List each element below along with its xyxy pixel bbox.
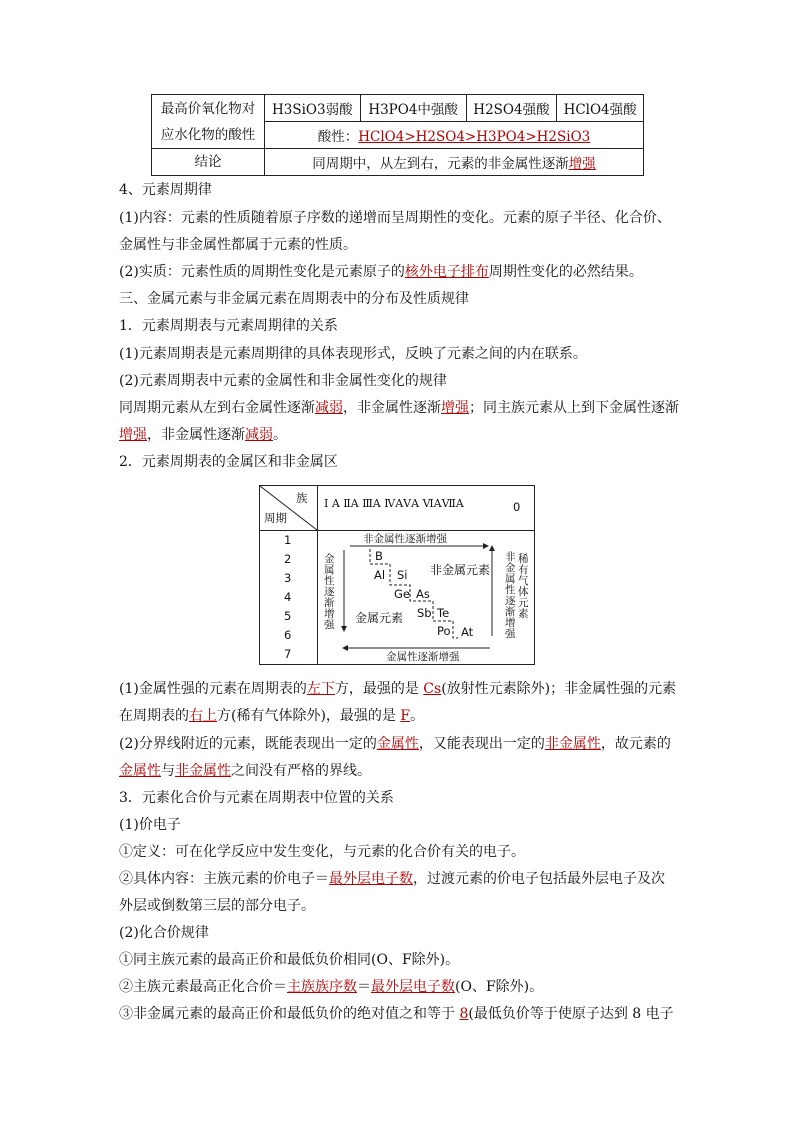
text: (1)金属性强的元素在周期表的 (119, 681, 307, 697)
text: 方(稀有气体除外)，最强的是 (217, 708, 401, 724)
answer: 右上 (189, 708, 217, 724)
noble-gas-label: 稀有气体元素 (518, 553, 529, 620)
period-label: 4 (284, 590, 292, 604)
corner-group-label: 族 (296, 491, 308, 505)
text: ，非金属性逐渐 (343, 400, 441, 416)
text: ②主族元素最高正化合价＝ (119, 979, 287, 995)
answer: 非金属性 (544, 736, 601, 752)
paragraph (119, 869, 665, 889)
text: ＝ (357, 979, 371, 995)
text: (2)分界线附近的元素，既能表现出一定的 (119, 736, 377, 752)
acid-row-label (152, 95, 265, 149)
acid-cell: H2SO4强酸 (466, 95, 557, 122)
subsection-title: 3．元素化合价与元素在周期表中位置的关系 (119, 790, 394, 806)
acid-order-prefix: 酸性： (317, 129, 359, 145)
corner-period-label: 周期 (264, 511, 287, 525)
group-labels: Ⅰ A ⅡA ⅢA ⅣAⅤA ⅥAⅦA (324, 497, 464, 510)
periodic-table-figure (259, 485, 535, 665)
row-label-line1: 最高价氧化物对 (160, 100, 256, 117)
answer: 金属性 (376, 736, 419, 752)
text: 与 (161, 763, 175, 779)
text: (放射性元素除外)；非金属性强的元素 (441, 681, 677, 697)
answer: 最外层电子数 (329, 871, 413, 887)
text: ③非金属元素的最高正价和最低负价的绝对值之和等于 (119, 1006, 460, 1022)
answer: 核外电子排布 (404, 264, 489, 280)
section-title: 4、元素周期律 (119, 182, 212, 198)
period-label: 2 (284, 552, 292, 566)
paragraph: 金属性与非金属性都属于元素的性质。 (119, 237, 357, 253)
paragraph: ①同主族元素的最高正价和最低负价相同(O、F除外)。 (119, 952, 460, 968)
period-label: 1 (284, 533, 292, 547)
text: 周期性变化的必然结果。 (488, 264, 643, 280)
paragraph: (2)元素周期表中元素的金属性和非金属性变化的规律 (119, 373, 447, 389)
paragraph (119, 425, 287, 445)
paragraph: (1)价电子 (119, 817, 181, 833)
acid-order-answer: HClO4>H2SO4>H3PO4>H2SiO3 (358, 129, 591, 145)
answer: 减弱 (245, 427, 273, 443)
answer: 8 (459, 1006, 469, 1022)
acid-cell: H3PO4中强酸 (360, 95, 466, 122)
text: ，又能表现出一定的 (418, 736, 545, 752)
answer: 主族族序数 (287, 979, 357, 995)
text: ②具体内容：主族元素的价电子＝ (119, 871, 329, 887)
element-symbol: Ge (394, 587, 410, 601)
text: (O、F除外)。 (455, 979, 544, 995)
subsection-title: 1．元素周期表与元素周期律的关系 (119, 318, 338, 334)
text: ，故元素的 (600, 736, 671, 752)
text: 同周期元素从左到右金属性逐渐 (119, 400, 315, 416)
answer: 增强 (441, 400, 469, 416)
answer: 非金属性 (175, 763, 231, 779)
subsection-title: 2．元素周期表的金属区和非金属区 (119, 454, 338, 470)
text: (2)实质：元素性质的周期性变化是元素原子的 (119, 264, 405, 280)
paragraph: 外层或倒数第三层的部分电子。 (119, 898, 315, 914)
bottom-arrow-label: 金属性逐渐增强 (386, 651, 460, 663)
nonmetal-region-label: 非金属元素 (430, 563, 491, 577)
answer: Cs (423, 681, 442, 697)
paragraph (119, 706, 424, 726)
group-zero-label: 0 (513, 500, 521, 514)
top-arrow-label: 非金属性逐渐增强 (363, 533, 447, 545)
conclusion-text: 同周期中，从左到右，元素的非金属性逐渐 (312, 156, 569, 172)
text: 之间没有严格的界线。 (231, 763, 371, 779)
answer: 减弱 (315, 400, 343, 416)
answer: 金属性 (119, 763, 161, 779)
paragraph: ①定义：可在化学反应中发生变化，与元素的化合价有关的电子。 (119, 844, 525, 860)
period-label: 6 (284, 628, 292, 642)
acid-cell: HClO4强酸 (557, 95, 644, 122)
conclusion-cell (265, 149, 644, 176)
answer: 左下 (306, 681, 335, 697)
text: ；同主族元素从上到下金属性逐渐 (469, 400, 679, 416)
text: 。 (273, 427, 287, 443)
element-symbol: As (416, 587, 430, 601)
period-label: 5 (284, 609, 292, 623)
metal-region-label: 金属元素 (355, 611, 404, 625)
period-label: 3 (284, 571, 292, 585)
text: ，过渡元素的价电子包括最外层电子及次 (413, 871, 665, 887)
element-symbol: Po (437, 624, 451, 638)
paragraph (119, 761, 371, 781)
paragraph (119, 262, 643, 282)
text: 。 (410, 708, 425, 724)
answer: 增强 (119, 427, 147, 443)
paragraph (119, 398, 679, 418)
paragraph: (1)元素周期表是元素周期律的具体表现形式，反映了元素之间的内在联系。 (119, 346, 587, 362)
acid-table (151, 94, 644, 176)
answer: 最外层电子数 (371, 979, 455, 995)
acid-order-cell (265, 122, 644, 149)
element-symbol: Te (437, 606, 450, 620)
left-vertical-label: 金属性逐渐增强 (324, 553, 335, 631)
period-label: 7 (284, 647, 292, 661)
row-label-line2: 应水化物的酸性 (160, 126, 256, 143)
section-title: 三、金属元素与非金属元素在周期表中的分布及性质规律 (119, 291, 469, 307)
text: ，非金属性逐渐 (147, 427, 245, 443)
element-symbol: Si (397, 568, 408, 582)
text: (最低负价等于使原子达到 8 电子 (468, 1006, 674, 1022)
answer: F (400, 708, 411, 724)
element-symbol: Sb (417, 606, 432, 620)
element-symbol: B (375, 549, 383, 563)
conclusion-label: 结论 (152, 149, 265, 176)
paragraph (119, 734, 671, 754)
paragraph (119, 977, 543, 997)
element-symbol: Al (374, 568, 386, 582)
paragraph: (1)内容：元素的性质随着原子序数的递增而呈周期性的变化。元素的原子半径、化合价、 (119, 210, 671, 226)
right-vertical-label: 非金属性逐渐增强 (505, 551, 516, 640)
element-symbol: At (461, 625, 474, 639)
conclusion-answer: 增强 (568, 156, 596, 172)
acid-cell: H3SiO3弱酸 (265, 95, 361, 122)
text: 方，最强的是 (334, 681, 424, 697)
text: 在周期表的 (119, 708, 189, 724)
paragraph (119, 1004, 674, 1024)
paragraph (119, 679, 676, 699)
paragraph: (2)化合价规律 (119, 925, 209, 941)
